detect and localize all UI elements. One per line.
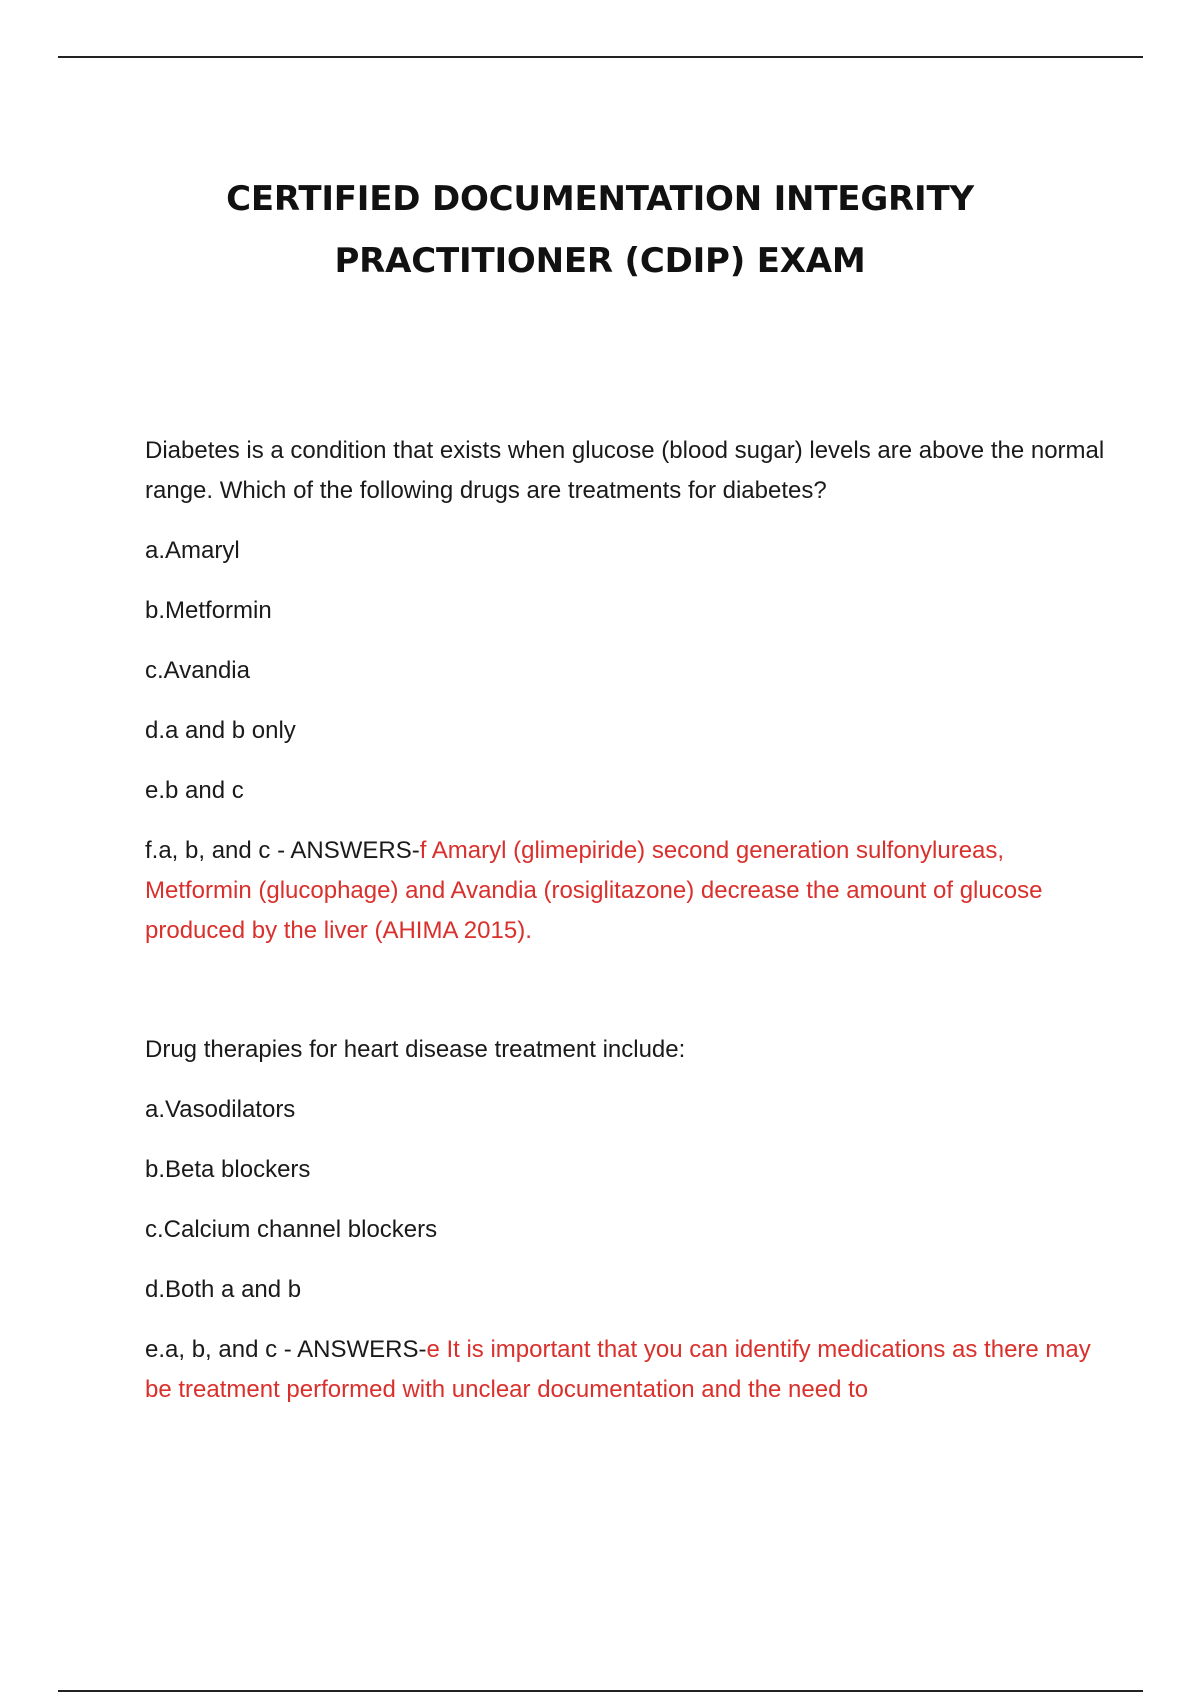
title-line-1: CERTIFIED DOCUMENTATION INTEGRITY — [226, 179, 974, 219]
question-stem: Drug therapies for heart disease treatment include: — [145, 1036, 686, 1063]
question-stem: Diabetes is a condition that exists when glucose (blood sugar) levels are above the normal range. Which of the following drugs are treatments for diabetes? — [145, 437, 1105, 504]
option-d: d.Both a and b — [145, 1276, 302, 1303]
answer-line — [145, 1330, 1105, 1410]
footer-rule — [58, 1690, 1143, 1692]
answer-label: - ANSWERS- — [277, 1336, 427, 1363]
header-rule — [58, 56, 1143, 58]
document-title — [0, 168, 1200, 292]
option-b: b.Metformin — [145, 597, 272, 624]
option-c: c.Avandia — [145, 657, 250, 684]
option-d: d.a and b only — [145, 717, 296, 744]
answer-line — [145, 831, 1105, 951]
answer-label: - ANSWERS- — [270, 837, 420, 864]
answer-text: e It is important that you can identify medications as there may be treatment performed with unclear documentation and the need to — [145, 1336, 1091, 1403]
title-line-2: PRACTITIONER (CDIP) EXAM — [334, 241, 866, 281]
option-b: b.Beta blockers — [145, 1156, 311, 1183]
question-1 — [145, 431, 1105, 951]
question-2 — [145, 1030, 1105, 1410]
option-a: a.Amaryl — [145, 537, 240, 564]
option-e: e.a, b, and c — [145, 1336, 278, 1363]
option-a: a.Vasodilators — [145, 1096, 296, 1123]
option-f: f.a, b, and c — [145, 837, 271, 864]
answer-text: f Amaryl (glimepiride) second generation sulfonylureas, Metformin (glucophage) and Avandia (rosiglitazone) decrease the amount of glucose produced by the liver (AHIMA 2015). — [145, 837, 1043, 944]
option-c: c.Calcium channel blockers — [145, 1216, 438, 1243]
option-e: e.b and c — [145, 777, 244, 804]
